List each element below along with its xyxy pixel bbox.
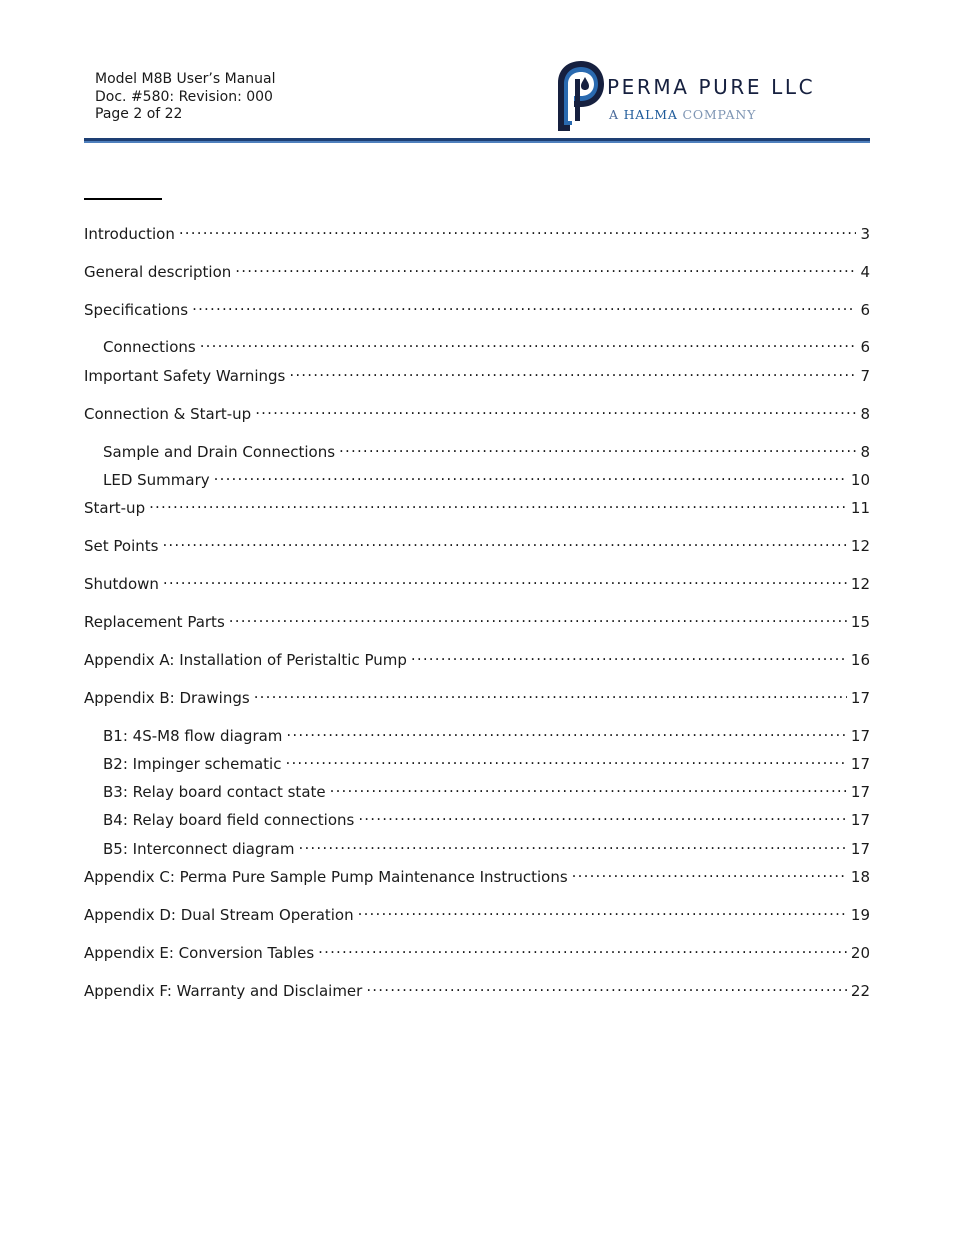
- toc-entry-page: 19: [850, 906, 870, 924]
- toc-entry-title: Important Safety Warnings: [84, 367, 286, 385]
- toc-entry-connections[interactable]: [103, 332, 870, 356]
- toc-entry-specifications[interactable]: [84, 295, 870, 319]
- toc-leader: [254, 683, 847, 703]
- logo-tagline: [609, 107, 756, 122]
- toc-entry-page: 4: [860, 263, 870, 281]
- toc-entry-connection-start-up[interactable]: [84, 399, 870, 423]
- toc-entry-sample-drain-connections[interactable]: [103, 437, 870, 461]
- header-divider-accent: [84, 141, 870, 143]
- toc-entry-introduction[interactable]: [84, 219, 870, 243]
- toc-leader: [149, 493, 847, 513]
- toc-entry-title: Sample and Drain Connections: [103, 443, 336, 461]
- toc-entry-b2[interactable]: [103, 749, 870, 773]
- logo-wordmark: PERMA PURE LLC: [607, 75, 816, 99]
- perma-pure-p-icon: [554, 59, 606, 133]
- toc-entry-set-points[interactable]: [84, 531, 870, 555]
- toc-entry-title: Set Points: [84, 537, 159, 555]
- toc-entry-b5[interactable]: [103, 834, 870, 858]
- toc-leader: [200, 332, 857, 352]
- toc-entry-title: Appendix E: Conversion Tables: [84, 944, 315, 962]
- toc-entry-led-summary[interactable]: [103, 465, 870, 489]
- toc-entry-title: Appendix C: Perma Pure Sample Pump Maintenance Instructions: [84, 868, 568, 886]
- toc-entry-page: 17: [850, 840, 870, 858]
- toc-entry-title: Start-up: [84, 499, 146, 517]
- toc-entry-appendix-d[interactable]: [84, 900, 870, 924]
- toc-leader: [572, 862, 847, 882]
- toc-entry-page: 8: [860, 405, 870, 423]
- toc-entry-title: Specifications: [84, 301, 189, 319]
- toc-entry-page: 12: [850, 537, 870, 555]
- toc-entry-page: 10: [850, 471, 870, 489]
- toc-entry-title: Connections: [103, 338, 196, 356]
- toc-leader: [179, 219, 857, 239]
- toc-entry-title: Appendix D: Dual Stream Operation: [84, 906, 354, 924]
- toc-entry-page: 6: [860, 301, 870, 319]
- toc-entry-appendix-b[interactable]: [84, 683, 870, 707]
- toc-leader: [289, 361, 856, 381]
- toc-leader: [235, 257, 856, 277]
- toc-entry-page: 17: [850, 689, 870, 707]
- toc-entry-title: B3: Relay board contact state: [103, 783, 326, 801]
- toc-leader: [229, 607, 847, 627]
- toc-entry-page: 20: [850, 944, 870, 962]
- toc-entry-page: 11: [850, 499, 870, 517]
- toc-entry-page: 3: [860, 225, 870, 243]
- toc-entry-title: Appendix F: Warranty and Disclaimer: [84, 982, 363, 1000]
- toc-leader: [318, 938, 847, 958]
- logo-tagline-halma: HALMA: [623, 107, 678, 122]
- toc-entry-b1[interactable]: [103, 721, 870, 745]
- toc-entry-page: 6: [860, 338, 870, 356]
- document-header: [95, 71, 276, 124]
- toc-entry-title: B1: 4S-M8 flow diagram: [103, 727, 283, 745]
- toc-entry-appendix-c[interactable]: [84, 862, 870, 886]
- document-title: Model M8B User’s Manual: [95, 71, 276, 87]
- toc-entry-page: 17: [850, 727, 870, 745]
- toc-entry-page: 8: [860, 443, 870, 461]
- toc-leader: [339, 437, 856, 457]
- toc-entry-page: 17: [850, 811, 870, 829]
- toc-leader: [286, 721, 846, 741]
- toc-entry-page: 15: [850, 613, 870, 631]
- toc-entry-important-safety-warnings[interactable]: [84, 361, 870, 385]
- page-number: Page 2 of 22: [95, 106, 183, 122]
- toc-leader: [192, 295, 856, 315]
- toc-entry-b3[interactable]: [103, 777, 870, 801]
- toc-entry-page: 18: [850, 868, 870, 886]
- logo-tagline-a: A: [609, 107, 619, 122]
- toc-entry-page: 16: [850, 651, 870, 669]
- toc-entry-page: 17: [850, 755, 870, 773]
- toc-entry-title: Appendix A: Installation of Peristaltic Pump: [84, 651, 407, 669]
- document-revision: Doc. #580: Revision: 000: [95, 88, 273, 105]
- toc-entry-replacement-parts[interactable]: [84, 607, 870, 631]
- toc-entry-b4[interactable]: [103, 805, 870, 829]
- toc-entry-title: B2: Impinger schematic: [103, 755, 282, 773]
- toc-entry-title: Replacement Parts: [84, 613, 225, 631]
- toc-entry-title: B4: Relay board field connections: [103, 811, 355, 829]
- toc-leader: [358, 900, 847, 920]
- toc-entry-appendix-f[interactable]: [84, 976, 870, 1000]
- toc-leader: [330, 777, 847, 797]
- company-logo: [554, 59, 854, 133]
- toc-entry-appendix-e[interactable]: [84, 938, 870, 962]
- toc-entry-title: Shutdown: [84, 575, 159, 593]
- toc-entry-page: 7: [860, 367, 870, 385]
- toc-entry-title: General description: [84, 263, 232, 281]
- logo-tagline-company: COMPANY: [682, 107, 757, 122]
- toc-entry-start-up[interactable]: [84, 493, 870, 517]
- toc-leader: [411, 645, 847, 665]
- toc-leader: [366, 976, 847, 996]
- toc-leader: [214, 465, 847, 485]
- toc-leader: [162, 531, 846, 551]
- toc-entry-title: B5: Interconnect diagram: [103, 840, 295, 858]
- toc-entry-page: 12: [850, 575, 870, 593]
- toc-entry-shutdown[interactable]: [84, 569, 870, 593]
- toc-entry-title: Introduction: [84, 225, 175, 243]
- toc-entry-title: Appendix B: Drawings: [84, 689, 250, 707]
- toc-entry-title: Connection & Start-up: [84, 405, 252, 423]
- toc-leader: [358, 805, 847, 825]
- heading-underline: [84, 198, 162, 200]
- toc-entry-page: 17: [850, 783, 870, 801]
- toc-entry-title: LED Summary: [103, 471, 210, 489]
- toc-leader: [163, 569, 847, 589]
- toc-leader: [298, 834, 846, 854]
- toc-leader: [285, 749, 846, 769]
- toc-entry-general-description[interactable]: [84, 257, 870, 281]
- toc-entry-appendix-a[interactable]: [84, 645, 870, 669]
- toc-leader: [255, 399, 856, 419]
- toc-entry-page: 22: [850, 982, 870, 1000]
